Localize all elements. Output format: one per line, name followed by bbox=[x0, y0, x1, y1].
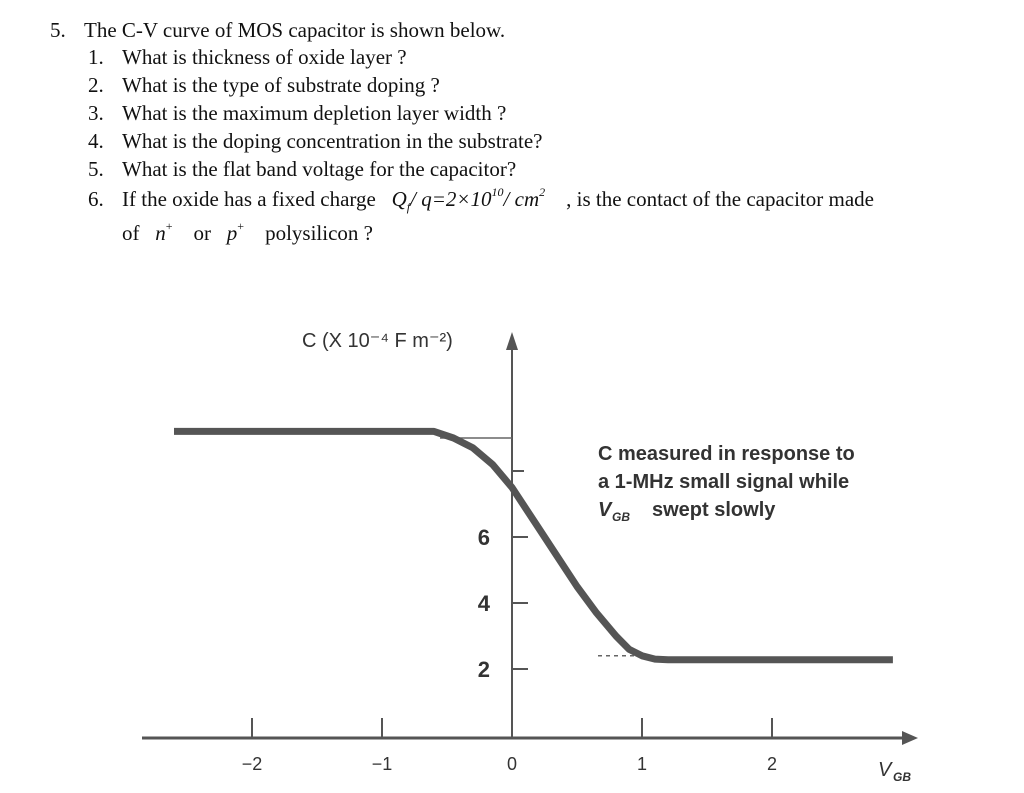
question-2: 2. What is the type of substrate doping ? bbox=[88, 73, 440, 97]
svg-text:C measured in response to: C measured in response to bbox=[598, 443, 855, 465]
question-1: 1. What is thickness of oxide layer ? bbox=[88, 45, 407, 69]
y-axis-arrow-icon bbox=[506, 332, 518, 350]
x-tick-label: 0 bbox=[506, 754, 518, 774]
question-6: 6. If the oxide has a fixed charge $Q_f/$ $q=2\times 10^{10}/$ $cm^2$ , is the contact of the capacitor made bbox=[88, 185, 874, 215]
x-axis-label: V bbox=[878, 759, 892, 781]
svg-text:a 1-MHz small signal while: a 1-MHz small signal while bbox=[598, 471, 850, 493]
problem-intro: 5. The C-V curve of MOS capacitor is shown below. bbox=[50, 18, 506, 42]
y-tick-label: 6 bbox=[477, 525, 490, 550]
cv-curve bbox=[174, 431, 893, 659]
question-5: 5. What is the flat band voltage for the capacitor? bbox=[88, 157, 517, 181]
y-tick-label: 2 bbox=[477, 657, 490, 682]
svg-text:swept slowly: swept slowly bbox=[652, 499, 776, 521]
question-3: 3. What is the maximum depletion layer width ? bbox=[88, 101, 507, 125]
x-axis-label-sub: GB bbox=[893, 770, 911, 784]
x-tick-label: −1 bbox=[371, 754, 393, 774]
svg-text:V: V bbox=[598, 499, 612, 521]
x-tick-label: −2 bbox=[241, 754, 263, 774]
x-axis-arrow-icon bbox=[902, 731, 918, 745]
x-tick-label: 1 bbox=[636, 754, 648, 774]
svg-text:GB: GB bbox=[612, 510, 630, 524]
fixed-charge-formula: $Q_f/$ $q=2\times 10^{10}/$ $cm^2$ bbox=[391, 185, 546, 215]
question-6-cont: of n+ or p+ polysilicon ? bbox=[122, 219, 373, 245]
y-tick-label: 4 bbox=[477, 591, 490, 616]
x-tick-label: 2 bbox=[766, 754, 778, 774]
question-4: 4. What is the doping concentration in the substrate? bbox=[88, 129, 543, 153]
annotation bbox=[598, 443, 855, 524]
y-axis-label: C (X 10⁻⁴ F m⁻²) bbox=[302, 330, 453, 352]
